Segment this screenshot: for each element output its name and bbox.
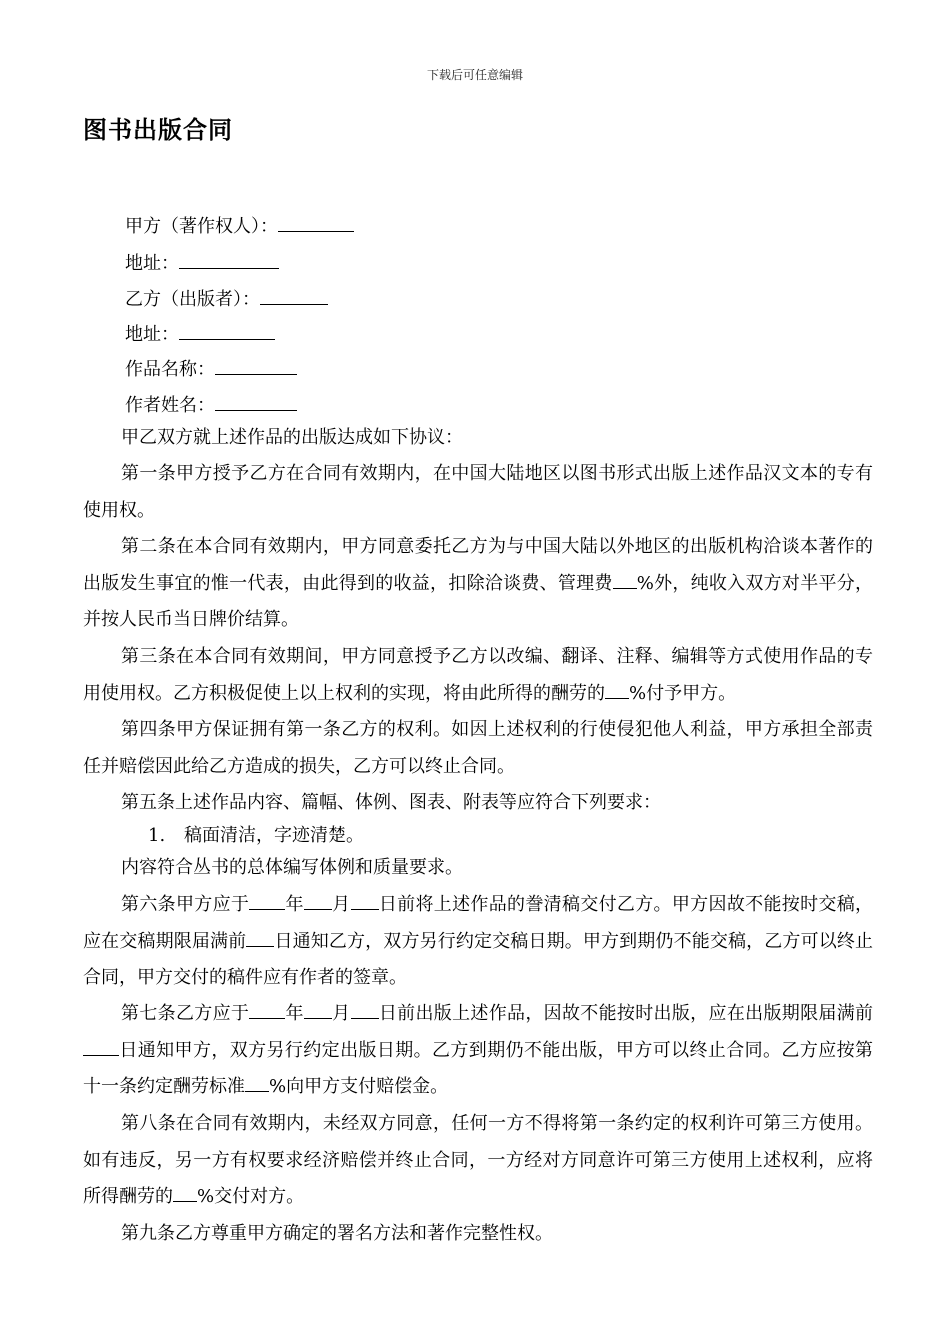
- article-6: [83, 887, 873, 997]
- field-label: 作品名称：: [125, 359, 215, 380]
- article-text: %向甲方支付赔偿金。: [269, 1076, 449, 1097]
- field-party-a: [125, 212, 354, 238]
- article-text: 第三条在本合同有效期间，甲方同意授予乙方以改编、翻译、注释、编辑等方式使用作品的专用使用权。乙方积极促使上以上权利的实现，将由此所得的酬劳的: [83, 646, 873, 704]
- field-party-a-address: [125, 249, 279, 275]
- blank-line[interactable]: [215, 358, 297, 375]
- article-text: 日前将上述作品的誊清稿交付乙方。甲方因故不能按时交稿，应在交稿期限届满前: [83, 894, 874, 952]
- article-text: %外，纯收入双方对半平分，并按人民币当日牌价结算。: [83, 572, 873, 630]
- article-text: 年: [285, 1003, 304, 1024]
- header-note: 下载后可任意编辑: [426, 68, 523, 82]
- blank-line[interactable]: [260, 288, 328, 305]
- field-label: 甲方（著作权人）：: [125, 216, 278, 237]
- article-text: 第八条在合同有效期内，未经双方同意，任何一方不得将第一条约定的权利许可第三方使用。如有违反，另一方有权要求经济赔偿并终止合同，一方经对方同意许可第三方使用上述权利，应将所得酬劳的: [83, 1113, 873, 1207]
- article-text: 日前出版上述作品，因故不能按时出版，应在出版期限届满前: [378, 1003, 874, 1024]
- article-text: 月: [331, 1003, 351, 1024]
- intro-paragraph: 甲乙双方就上述作品的出版达成如下协议：: [121, 427, 463, 448]
- field-label: 地址：: [125, 324, 179, 345]
- field-party-b: [125, 285, 328, 311]
- article-5: 第五条上述作品内容、篇幅、体例、图表、附表等应符合下列要求：: [121, 792, 661, 813]
- blank-line[interactable]: [351, 1002, 379, 1019]
- article-2: [83, 529, 873, 639]
- article-text: 日通知乙方，双方另行约定交稿日期。甲方到期仍不能交稿，乙方可以终止合同，甲方交付的稿件应有作者的签章。: [83, 930, 874, 988]
- article-text: 年: [285, 894, 304, 915]
- blank-line[interactable]: [351, 893, 379, 910]
- blank-line[interactable]: [249, 893, 285, 910]
- blank-line[interactable]: [304, 893, 332, 910]
- blank-line[interactable]: [179, 252, 279, 269]
- article-text: 第六条甲方应于: [121, 894, 250, 915]
- blank-line[interactable]: [249, 1002, 285, 1019]
- article-1: 第一条甲方授予乙方在合同有效期内，在中国大陆地区以图书形式出版上述作品汉文本的专有使用权。: [83, 463, 873, 521]
- article-8: [83, 1106, 873, 1216]
- list-number: 1.: [148, 825, 166, 846]
- article-text: 第二条在本合同有效期内，甲方同意委托乙方为与中国大陆以外地区的出版机构洽谈本著作的出版发生事宜的惟一代表，由此得到的收益，扣除洽谈费、管理费: [83, 536, 873, 594]
- field-label: 作者姓名：: [125, 395, 215, 416]
- field-party-b-address: [125, 320, 275, 346]
- article-text: 第七条乙方应于: [121, 1003, 250, 1024]
- article-4: 第四条甲方保证拥有第一条乙方的权利。如因上述权利的行使侵犯他人利益，甲方承担全部责任并赔偿因此给乙方造成的损失，乙方可以终止合同。: [83, 719, 873, 777]
- article-text: %付予甲方。: [629, 682, 737, 704]
- field-author-name: [125, 391, 297, 417]
- blank-line[interactable]: [215, 394, 297, 411]
- blank-line[interactable]: [278, 215, 354, 232]
- field-work-name: [125, 355, 297, 381]
- article-3: [83, 639, 873, 712]
- article-text: 日通知甲方，双方另行约定出版日期。乙方到期仍不能出版，甲方可以终止合同。乙方应按第十一条约定酬劳标准: [83, 1039, 873, 1097]
- blank-line[interactable]: [304, 1002, 332, 1019]
- blank-line[interactable]: [245, 1075, 269, 1092]
- article-7: [83, 996, 873, 1106]
- blank-line[interactable]: [179, 323, 275, 340]
- field-label: 地址：: [125, 253, 179, 274]
- article-9: 第九条乙方尊重甲方确定的署名方法和著作完整性权。: [121, 1223, 553, 1244]
- page-title: 图书出版合同: [83, 116, 233, 144]
- list-item: [148, 821, 364, 847]
- list-continuation: 内容符合丛书的总体编写体例和质量要求。: [121, 857, 463, 878]
- blank-line[interactable]: [605, 682, 629, 699]
- field-label: 乙方（出版者）：: [125, 289, 260, 310]
- blank-line[interactable]: [83, 1039, 119, 1056]
- article-text: 月: [331, 894, 351, 915]
- article-text: %交付对方。: [197, 1186, 305, 1207]
- list-text: 稿面清洁，字迹清楚。: [184, 825, 364, 846]
- blank-line[interactable]: [173, 1185, 197, 1202]
- blank-line[interactable]: [613, 572, 637, 589]
- blank-line[interactable]: [246, 930, 274, 947]
